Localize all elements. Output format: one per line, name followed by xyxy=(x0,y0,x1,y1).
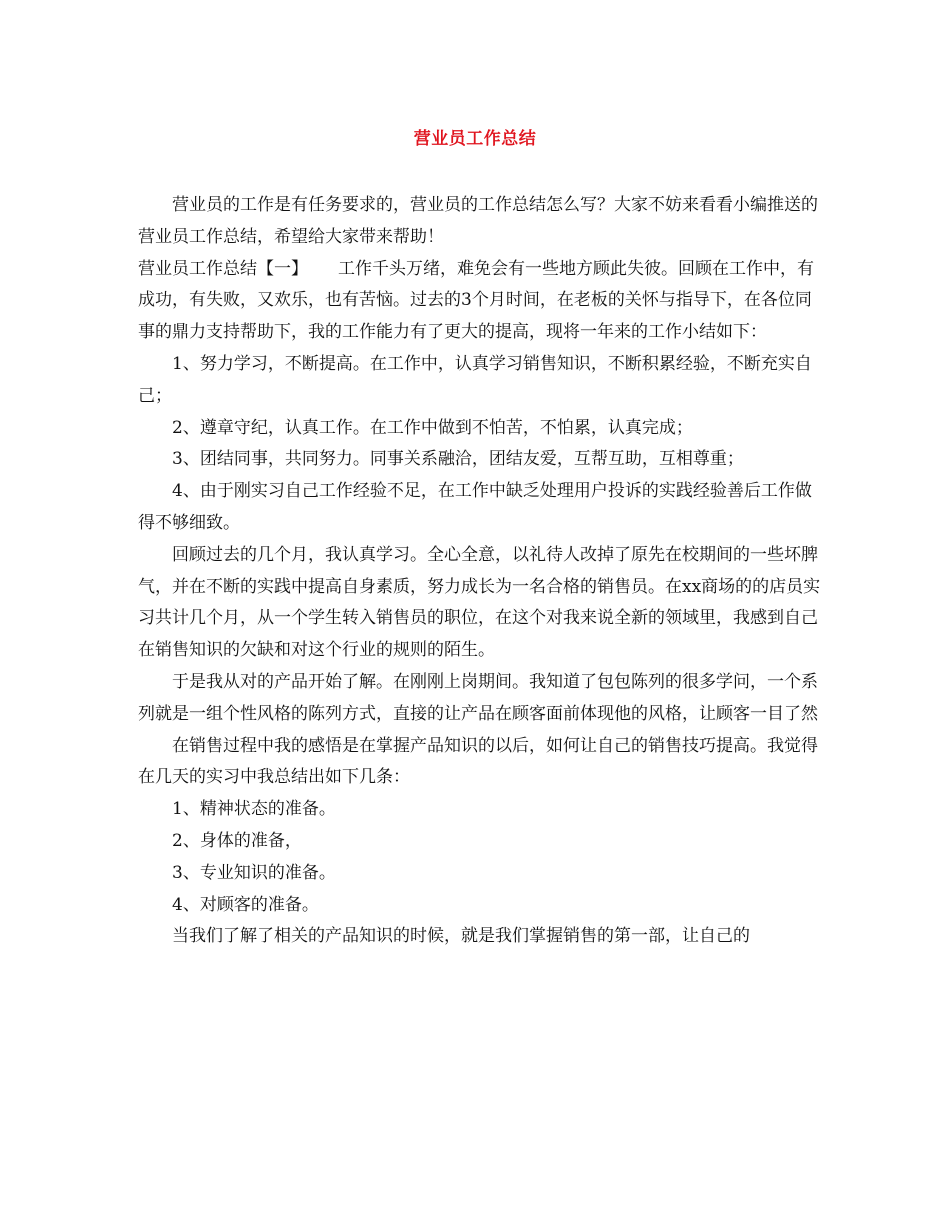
body-paragraph: 当我们了解了相关的产品知识的时候，就是我们掌握销售的第一部，让自己的 xyxy=(172,926,750,947)
section-one-label: 营业员工作总结【一】 xyxy=(138,258,308,279)
section-one-paragraph xyxy=(138,254,828,349)
body-paragraph: 于是我从对的产品开始了解。在刚刚上岗期间。我知道了包包陈列的很多学问，一个系列就是一组个性风格的陈列方式，直接的让产品在顾客面前体现他的风格，让顾客一目了然 xyxy=(138,671,818,724)
list-item: 4、对顾客的准备。 xyxy=(172,894,319,915)
list-item: 1、努力学习，不断提高。在工作中，认真学习销售知识，不断积累经验，不断充实自己； xyxy=(138,353,812,406)
document-body xyxy=(138,190,828,953)
list-item: 1、精神状态的准备。 xyxy=(172,799,336,820)
list-item: 3、团结同事，共同努力。同事关系融洽，团结友爱，互帮互助，互相尊重； xyxy=(172,449,744,470)
document-title: 营业员工作总结 xyxy=(413,129,537,149)
list-item: 2、身体的准备， xyxy=(172,830,302,851)
list-item: 3、专业知识的准备。 xyxy=(172,862,336,883)
section-one-text: 工作千头万绪，难免会有一些地方顾此失彼。回顾在工作中，有成功，有失败，又欢乐，也有苦恼。过去的3个月时间，在老板的关怀与指导下，在各位同事的鼎力支持帮助下，我的工作能力有了更大的提高，现将一年来的工作小结如下： xyxy=(138,258,814,343)
list-item: 2、遵章守纪，认真工作。在工作中做到不怕苦，不怕累，认真完成； xyxy=(172,417,693,438)
list-item: 4、由于刚实习自己工作经验不足，在工作中缺乏处理用户投诉的实践经验善后工作做得不够细致。 xyxy=(138,481,812,533)
body-paragraph: 在销售过程中我的感悟是在掌握产品知识的以后，如何让自己的销售技巧提高。我觉得在几天的实习中我总结出如下几条： xyxy=(138,735,818,788)
intro-paragraph: 营业员的工作是有任务要求的，营业员的工作总结怎么写？大家不妨来看看小编推送的营业员工作总结，希望给大家带来帮助！ xyxy=(138,195,818,247)
body-paragraph: 回顾过去的几个月，我认真学习。全心全意，以礼待人改掉了原先在校期间的一些坏脾气，并在不断的实践中提高自身素质，努力成长为一名合格的销售员。在xx商场的的店员实习共计几个月，从一个学生转入销售员的职位，在这个对我来说全新的领域里，我感到自己在销售知识的欠缺和对这个行业的规则的陌生。 xyxy=(138,544,821,661)
